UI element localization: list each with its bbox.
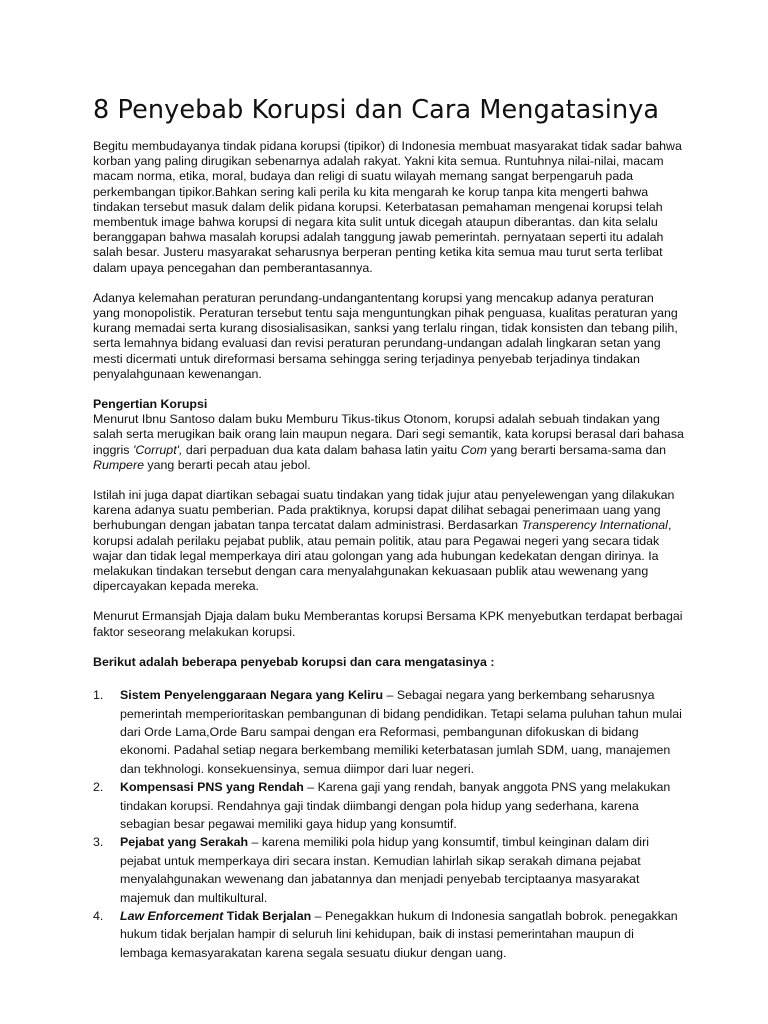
- regulation-paragraph: Adanya kelemahan peraturan perundang-undangantentang korupsi yang mencakup adanya peraturan yang monopolistik. Peraturan tersebut tentu saja menguntungkan pihak penguasa, kualitas peraturan yang kurang memadai serta kurang disosialisasikan, sanksi yang terlalu ringan, tidak konsisten dan tebang pilih, serta lemahnya bidang evaluasi dan revisi peraturan perundang-undangan adalah lingkaran setan yang mesti dicermati untuk direformasi bersama sehingga sering terjadinya penyebab terjadinya tindakan penyalahgunaan kewenangan.: [93, 290, 678, 381]
- list-item: 2. Kompensasi PNS yang Rendah – Karena gaji yang rendah, banyak anggota PNS yang melakukan tindakan korupsi. Rendahnya gaji tindak diimbangi dengan pola hidup yang sederhana, karena sebagian besar pegawai memiliki gaya hidup yang konsumtif.: [93, 780, 671, 831]
- list-item: 1. Sistem Penyelenggaraan Negara yang Keliru – Sebagai negara yang berkembang seharusnya pemerintah memperioritaskan pembangunan di bidang pendidikan. Tetapi selama puluhan tahun mulai dari Orde Lama,Orde Baru sampai dengan era Reformasi, pembangunan difokuskan di bidang ekonomi. Padahal setiap negara berkembang memiliki keterbatasan jumlah SDM, uang, manajemen dan tekhnologi. konsekuensinya, semua diimpor dari luar negeri.: [93, 688, 682, 776]
- list-item: 3. Pejabat yang Serakah – karena memiliki pola hidup yang konsumtif, timbul keinginan dalam diri pejabat untuk memperkaya diri secara instan. Kemudian lahirlah sikap serakah dimana pejabat menyalahgunakan wewenang dan jabatannya dan menjadi penyebab terciptaanya masyarakat majemuk dan multikultural.: [93, 835, 649, 905]
- causes-list: [93, 686, 684, 962]
- ermansjah-paragraph: Menurut Ermansjah Djaja dalam buku Memberantas korupsi Bersama KPK menyebutkan terdapat berbagai faktor seseorang melakukan korupsi.: [93, 609, 683, 639]
- term-paragraph: Istilah ini juga dapat diartikan sebagai suatu tindakan yang tidak jujur atau penyelewengan yang dilakukan karena adanya suatu pemberian. Pada praktiknya, korupsi dapat dilihat sebagai penerimaan uang yang berhubungan dengan jabatan tanpa tercatat dalam administrasi. Berdasarkan Transperency International, korupsi adalah perilaku pejabat publik, atau pemain politik, atau para Pegawai negeri yang secara tidak wajar dan tidak legal memperkaya diri atau golongan yang ada hubungan kedekatan dengan dirinya. Ia melakukan tindakan tersebut dengan cara menyalahgunakan kekuasaan publik atau wewenang yang dipercayakan kepada mereka.: [93, 488, 675, 594]
- definition-heading: Pengertian Korupsi: [93, 397, 208, 412]
- document-title: 8 Penyebab Korupsi dan Cara Mengatasinya: [93, 95, 660, 125]
- definition-paragraph: Pengertian Korupsi Menurut Ibnu Santoso dalam buku Memburu Tikus-tikus Otonom, korupsi adalah sebuah tindakan yang salah serta merugikan baik orang lain maupun negara. Dari segi semantik, kata korupsi berasal dari bahasa inggris 'Corrupt', dari perpaduan dua kata dalam bahasa latin yaitu Com yang berarti bersama-sama dan Rumpere yang berarti pecah atau jebol.: [93, 397, 684, 472]
- list-item: 4. Law Enforcement Tidak Berjalan – Penegakkan hukum di Indonesia sangatlah bobrok. penegakkan hukum tidak berjalan hampir di seluruh lini kehidupan, baik di instasi pemerintahan maupun di lembaga kemasyarakatan karena segala sesuatu diukur dengan uang.: [93, 908, 678, 960]
- list-heading: Berikut adalah beberapa penyebab korupsi dan cara mengatasinya :: [93, 654, 495, 669]
- intro-paragraph: Begitu membudayanya tindak pidana korupsi (tipikor) di Indonesia membuat masyarakat tidak sadar bahwa korban yang paling dirugikan sebenarnya adalah rakyat. Yakni kita semua. Runtuhnya nilai-nilai, macam macam norma, etika, moral, budaya dan religi di suatu wilayah memang sangat berpengaruh pada perkembangan tipikor.Bahkan sering kali perila ku kita mengarah ke korup tanpa kita mengerti bahwa tindakan tersebut masuk dalam delik pidana korupsi. Keterbatasan pemahaman mengenai korupsi telah membentuk image bahwa korupsi di negara kita sulit untuk dicegah ataupun diberantas. dan kita selalu beranggapan bahwa masalah korupsi adalah tanggung jawab pemerintah. pernyataan seperti itu adalah salah besar. Justeru masyarakat seharusnya berperan penting ketika kita semua mau turut serta terlibat dalam upaya pencegahan dan pemberantasannya.: [93, 139, 682, 275]
